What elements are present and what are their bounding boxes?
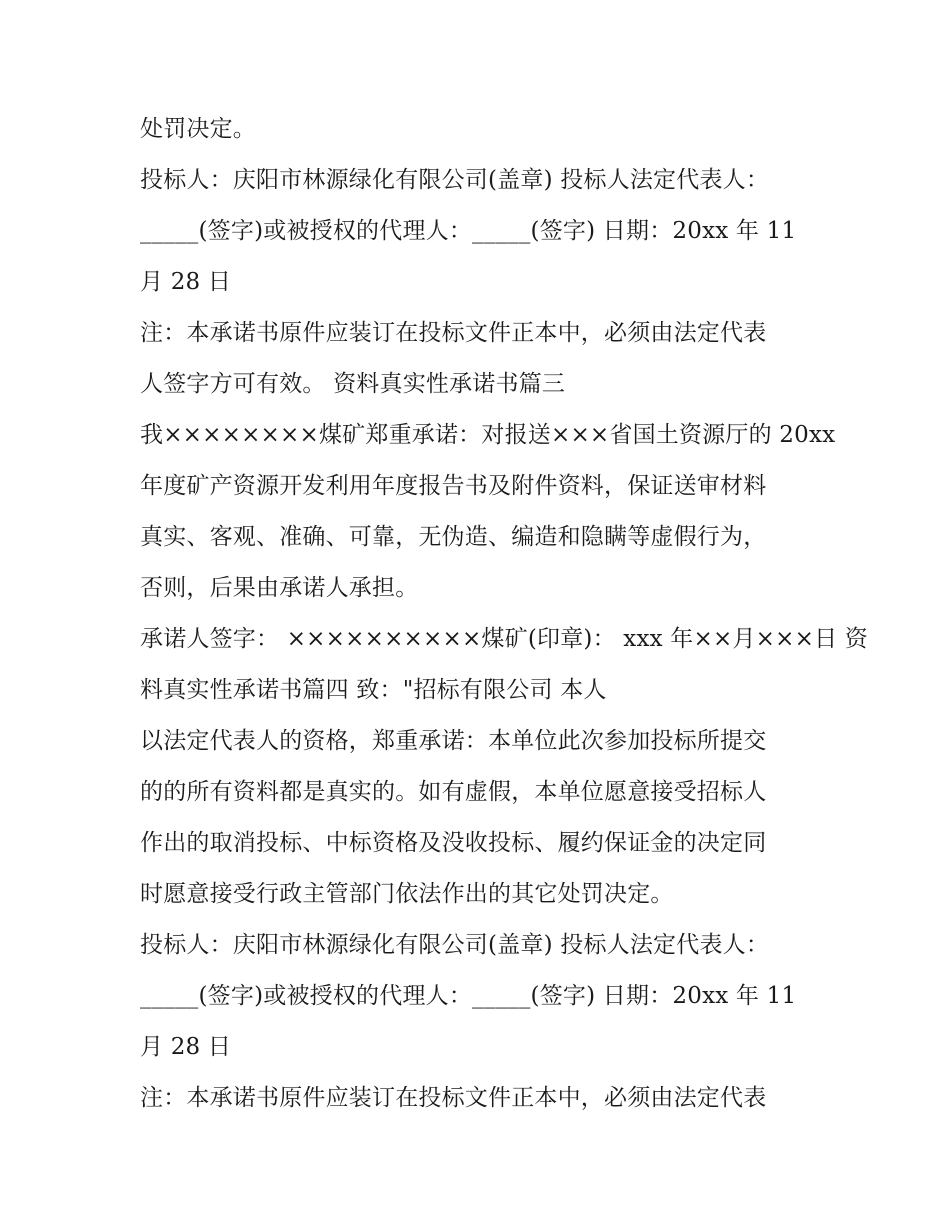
text-line: 月 28 日 [140, 1034, 232, 1060]
text-line: 时愿意接受行政主管部门依法作出的其它处罚决定。 [140, 881, 674, 907]
text-line: 月 28 日 [140, 269, 232, 295]
text-line: 否则，后果由承诺人承担。 [140, 575, 419, 601]
text-line: _____(签字)或被授权的代理人：_____(签字) 日期：20xx 年 11 [140, 983, 797, 1009]
text-line: 处罚决定。 [140, 116, 256, 142]
text-line: _____(签字)或被授权的代理人：_____(签字) 日期：20xx 年 11 [140, 218, 797, 244]
text-line: 真实、客观、准确、可靠，无伪造、编造和隐瞒等虚假行为， [140, 524, 767, 550]
text-line: 注：本承诺书原件应装订在投标文件正本中，必须由法定代表 [140, 320, 767, 346]
text-line: 料真实性承诺书篇四 致："招标有限公司 本人 [140, 677, 607, 703]
text-line: 人签字方可有效。 资料真实性承诺书篇三 [140, 371, 566, 397]
text-line: 投标人：庆阳市林源绿化有限公司(盖章) 投标人法定代表人： [140, 932, 770, 958]
text-line: 作出的取消投标、中标资格及没收投标、履约保证金的决定同 [140, 830, 767, 856]
text-line: 我××××××××煤矿郑重承诺：对报送×××省国土资源厅的 20xx [140, 422, 836, 448]
text-line: 注：本承诺书原件应装订在投标文件正本中，必须由法定代表 [140, 1085, 767, 1111]
text-line: 承诺人签字： ××××××××××煤矿(印章)： xxx 年××月×××日 资 [140, 626, 868, 652]
text-line: 的的所有资料都是真实的。如有虚假，本单位愿意接受招标人 [140, 779, 767, 805]
text-line: 以法定代表人的资格，郑重承诺：本单位此次参加投标所提交 [140, 728, 767, 754]
document-body [140, 108, 868, 1128]
text-line: 投标人：庆阳市林源绿化有限公司(盖章) 投标人法定代表人： [140, 167, 770, 193]
text-line: 年度矿产资源开发利用年度报告书及附件资料，保证送审材料 [140, 473, 767, 499]
